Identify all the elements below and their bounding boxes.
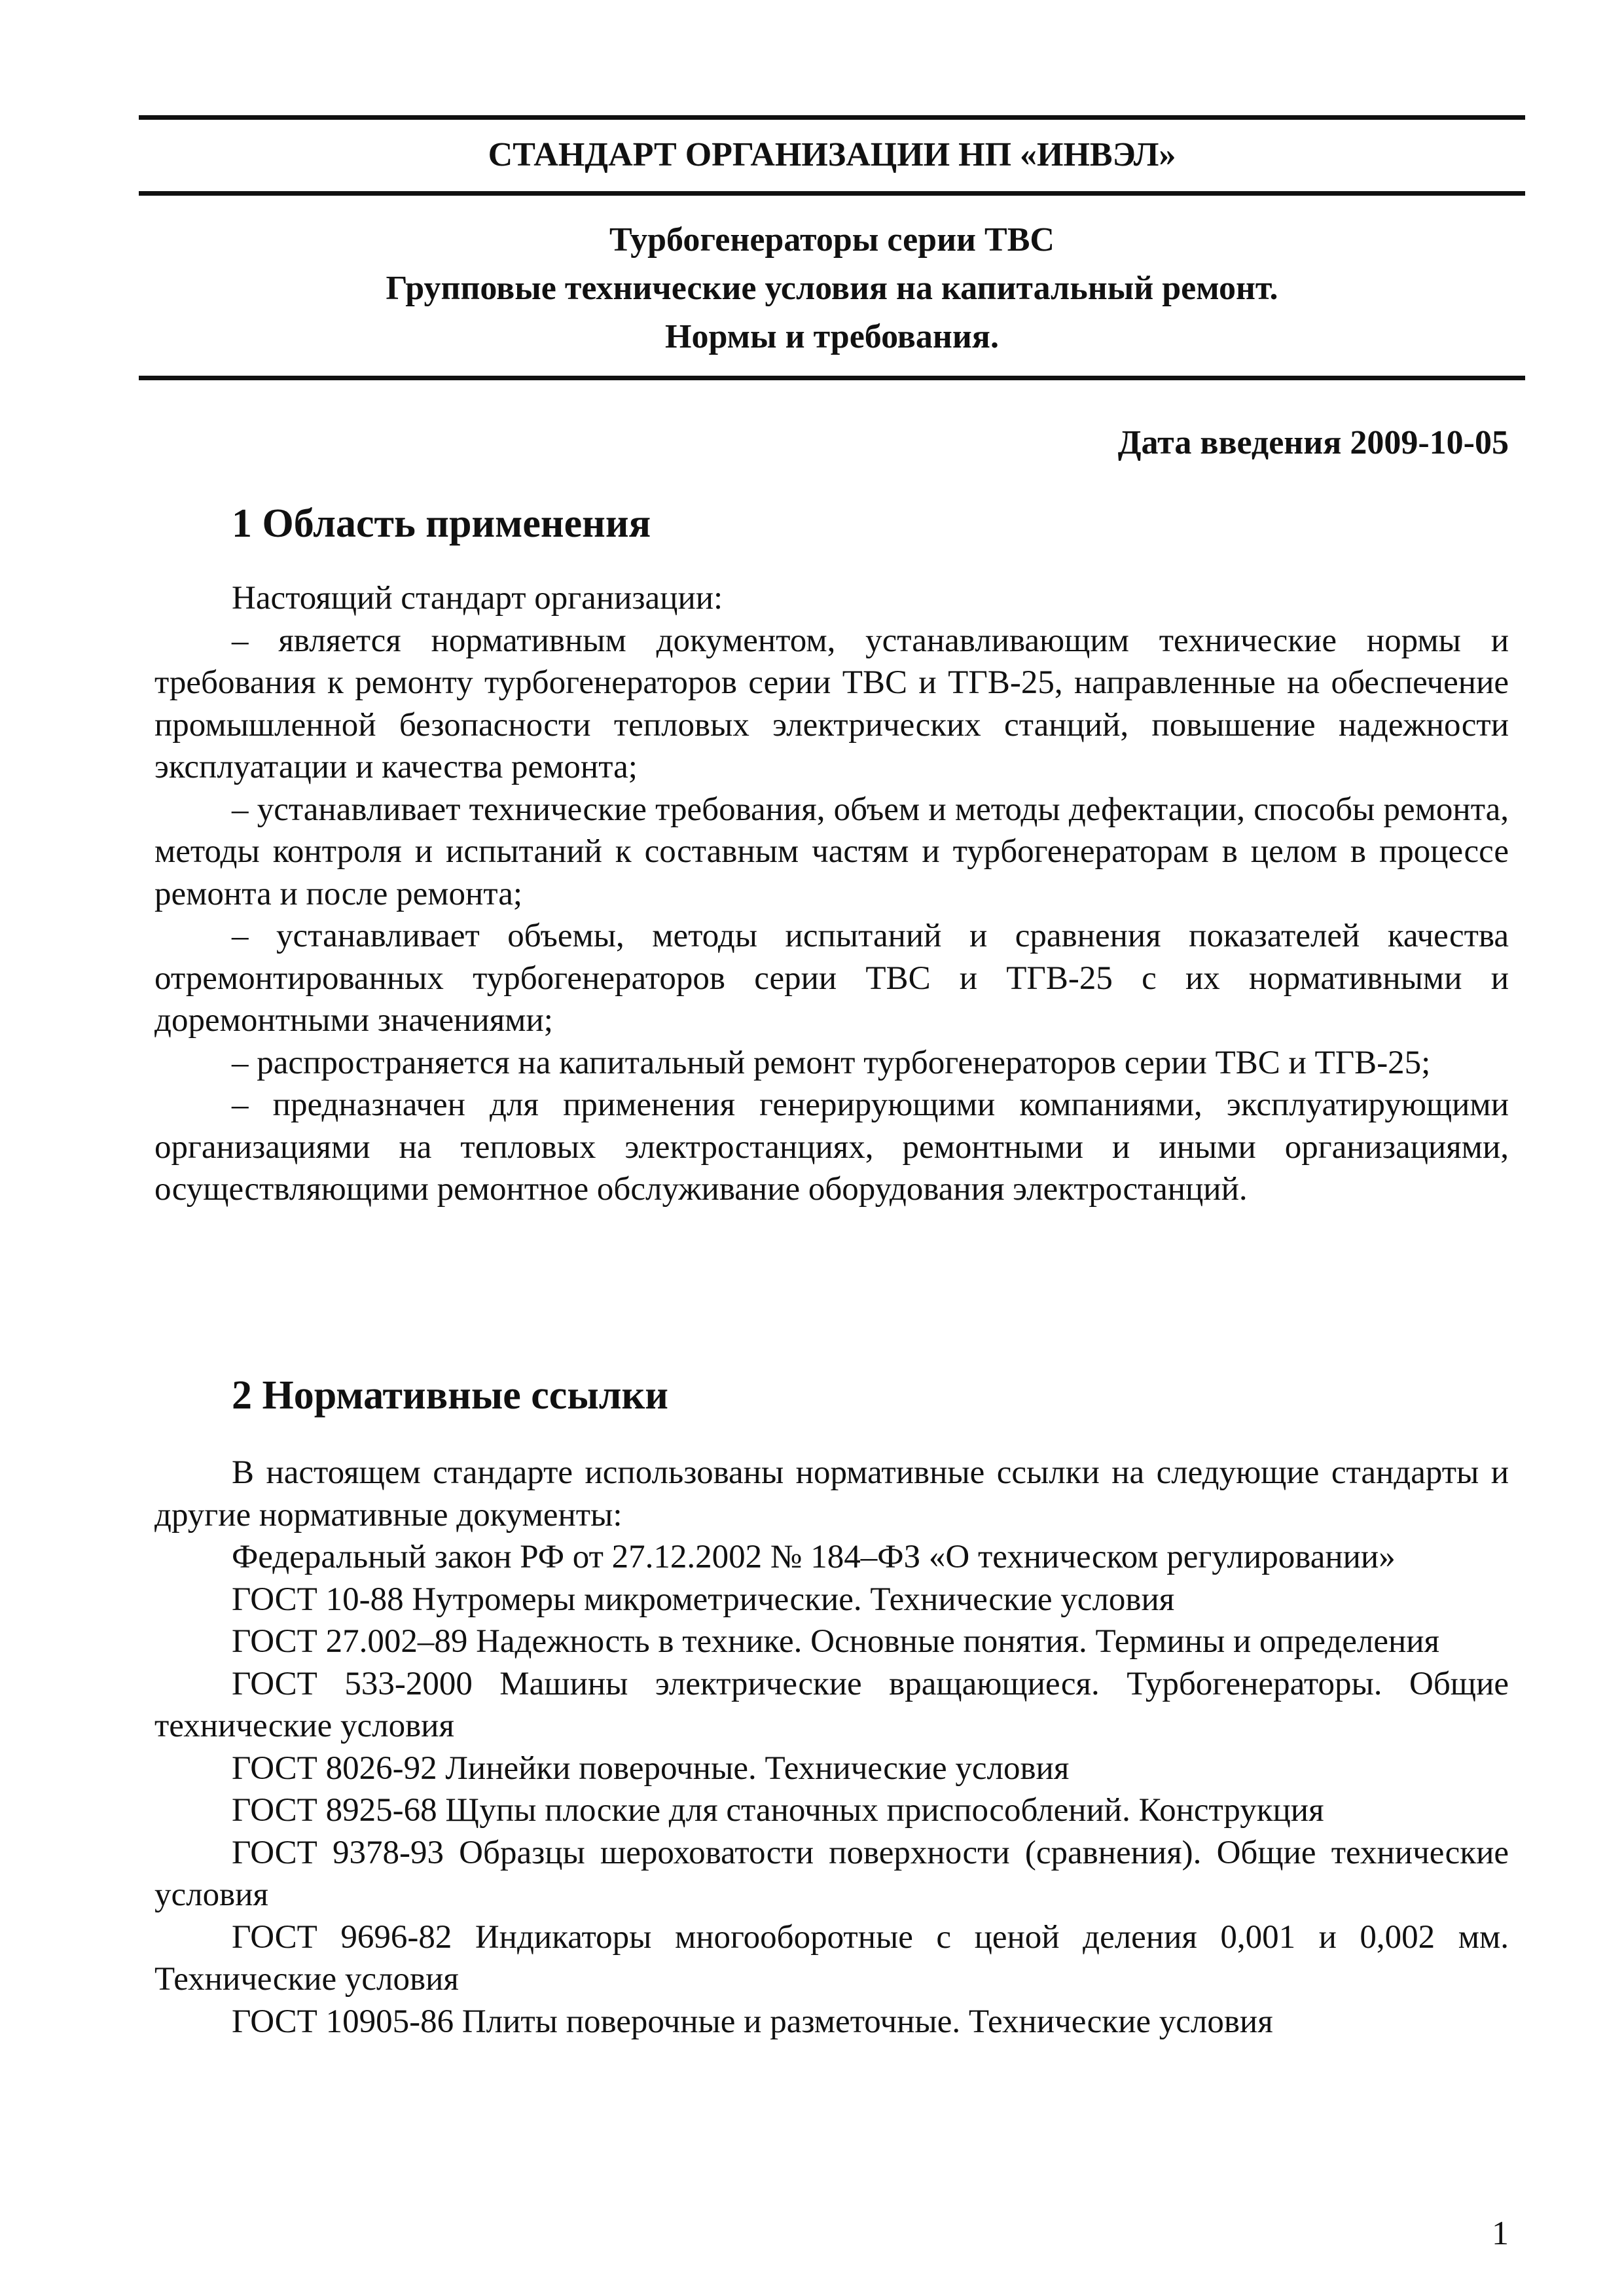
document-title-line-1: Турбогенераторы серии ТВС: [609, 221, 1055, 259]
list-item: – устанавливает технические требования, объем и методы дефектации, способы ремонта, методы контроля и испытаний к составным частям и турбогенераторам в целом в процессе ремонта и после ремонта;: [154, 791, 1509, 912]
org-standard-title: СТАНДАРТ ОРГАНИЗАЦИИ НП «ИНВЭЛ»: [488, 136, 1176, 173]
reference-item: ГОСТ 10-88 Нутромеры микрометрические. Технические условия: [232, 1581, 1175, 1618]
list-item: – предназначен для применения генерирующими компаниями, эксплуатирующими организациями на тепловых электростанциях, ремонтными и иными организациями, осуществляющими ремонтное обслуживание оборудования электростанций.: [154, 1086, 1509, 1208]
reference-item: ГОСТ 10905-86 Плиты поверочные и разметочные. Технические условия: [232, 2003, 1273, 2040]
section-lead: Настоящий стандарт организации:: [232, 580, 723, 617]
section-heading-references: 2 Нормативные ссылки: [232, 1373, 668, 1418]
header-bottom-rule: [139, 376, 1525, 380]
reference-item: ГОСТ 27.002–89 Надежность в технике. Основные понятия. Термины и определения: [232, 1623, 1440, 1660]
header-top-rule: [139, 115, 1525, 120]
intro-date: Дата введения 2009-10-05: [1117, 424, 1509, 461]
page-number: 1: [1492, 2215, 1509, 2252]
list-item: – распространяется на капитальный ремонт турбогенераторов серии ТВС и ТГВ-25;: [232, 1044, 1431, 1081]
section-lead: В настоящем стандарте использованы нормативные ссылки на следующие стандарты и другие нормативные документы:: [154, 1454, 1509, 1534]
reference-item: ГОСТ 9378-93 Образцы шероховатости поверхности (сравнения). Общие технические условия: [154, 1834, 1509, 1913]
section-heading-scope: 1 Область применения: [232, 501, 651, 546]
section-scope: [154, 497, 1509, 1211]
reference-item: ГОСТ 9696-82 Индикаторы многооборотные с ценой деления 0,001 и 0,002 мм. Технические условия: [154, 1918, 1509, 1998]
list-item: – является нормативным документом, устанавливающим технические нормы и требования к ремонту турбогенераторов серии ТВС и ТГВ-25, направленные на обеспечение промышленной безопасности тепловых электрических станций, повышение надежности эксплуатации и качества ремонта;: [154, 622, 1509, 785]
section-normative-references: [154, 1369, 1509, 2043]
header-middle-rule: [139, 191, 1525, 196]
reference-item: ГОСТ 533-2000 Машины электрические вращающиеся. Турбогенераторы. Общие технические условия: [154, 1665, 1509, 1744]
reference-item: Федеральный закон РФ от 27.12.2002 № 184–ФЗ «О техническом регулировании»: [232, 1539, 1396, 1575]
document-title-line-3: Нормы и требования.: [665, 318, 999, 355]
list-item: – устанавливает объемы, методы испытаний и сравнения показателей качества отремонтированных турбогенераторов серии ТВС и ТГВ-25 с их нормативными и доремонтными значениями;: [154, 918, 1509, 1039]
document-title-line-2: Групповые технические условия на капитальный ремонт.: [386, 270, 1278, 307]
reference-item: ГОСТ 8026-92 Линейки поверочные. Технические условия: [232, 1749, 1070, 1787]
reference-item: ГОСТ 8925-68 Щупы плоские для станочных приспособлений. Конструкция: [232, 1792, 1324, 1829]
document-title: [139, 216, 1525, 361]
